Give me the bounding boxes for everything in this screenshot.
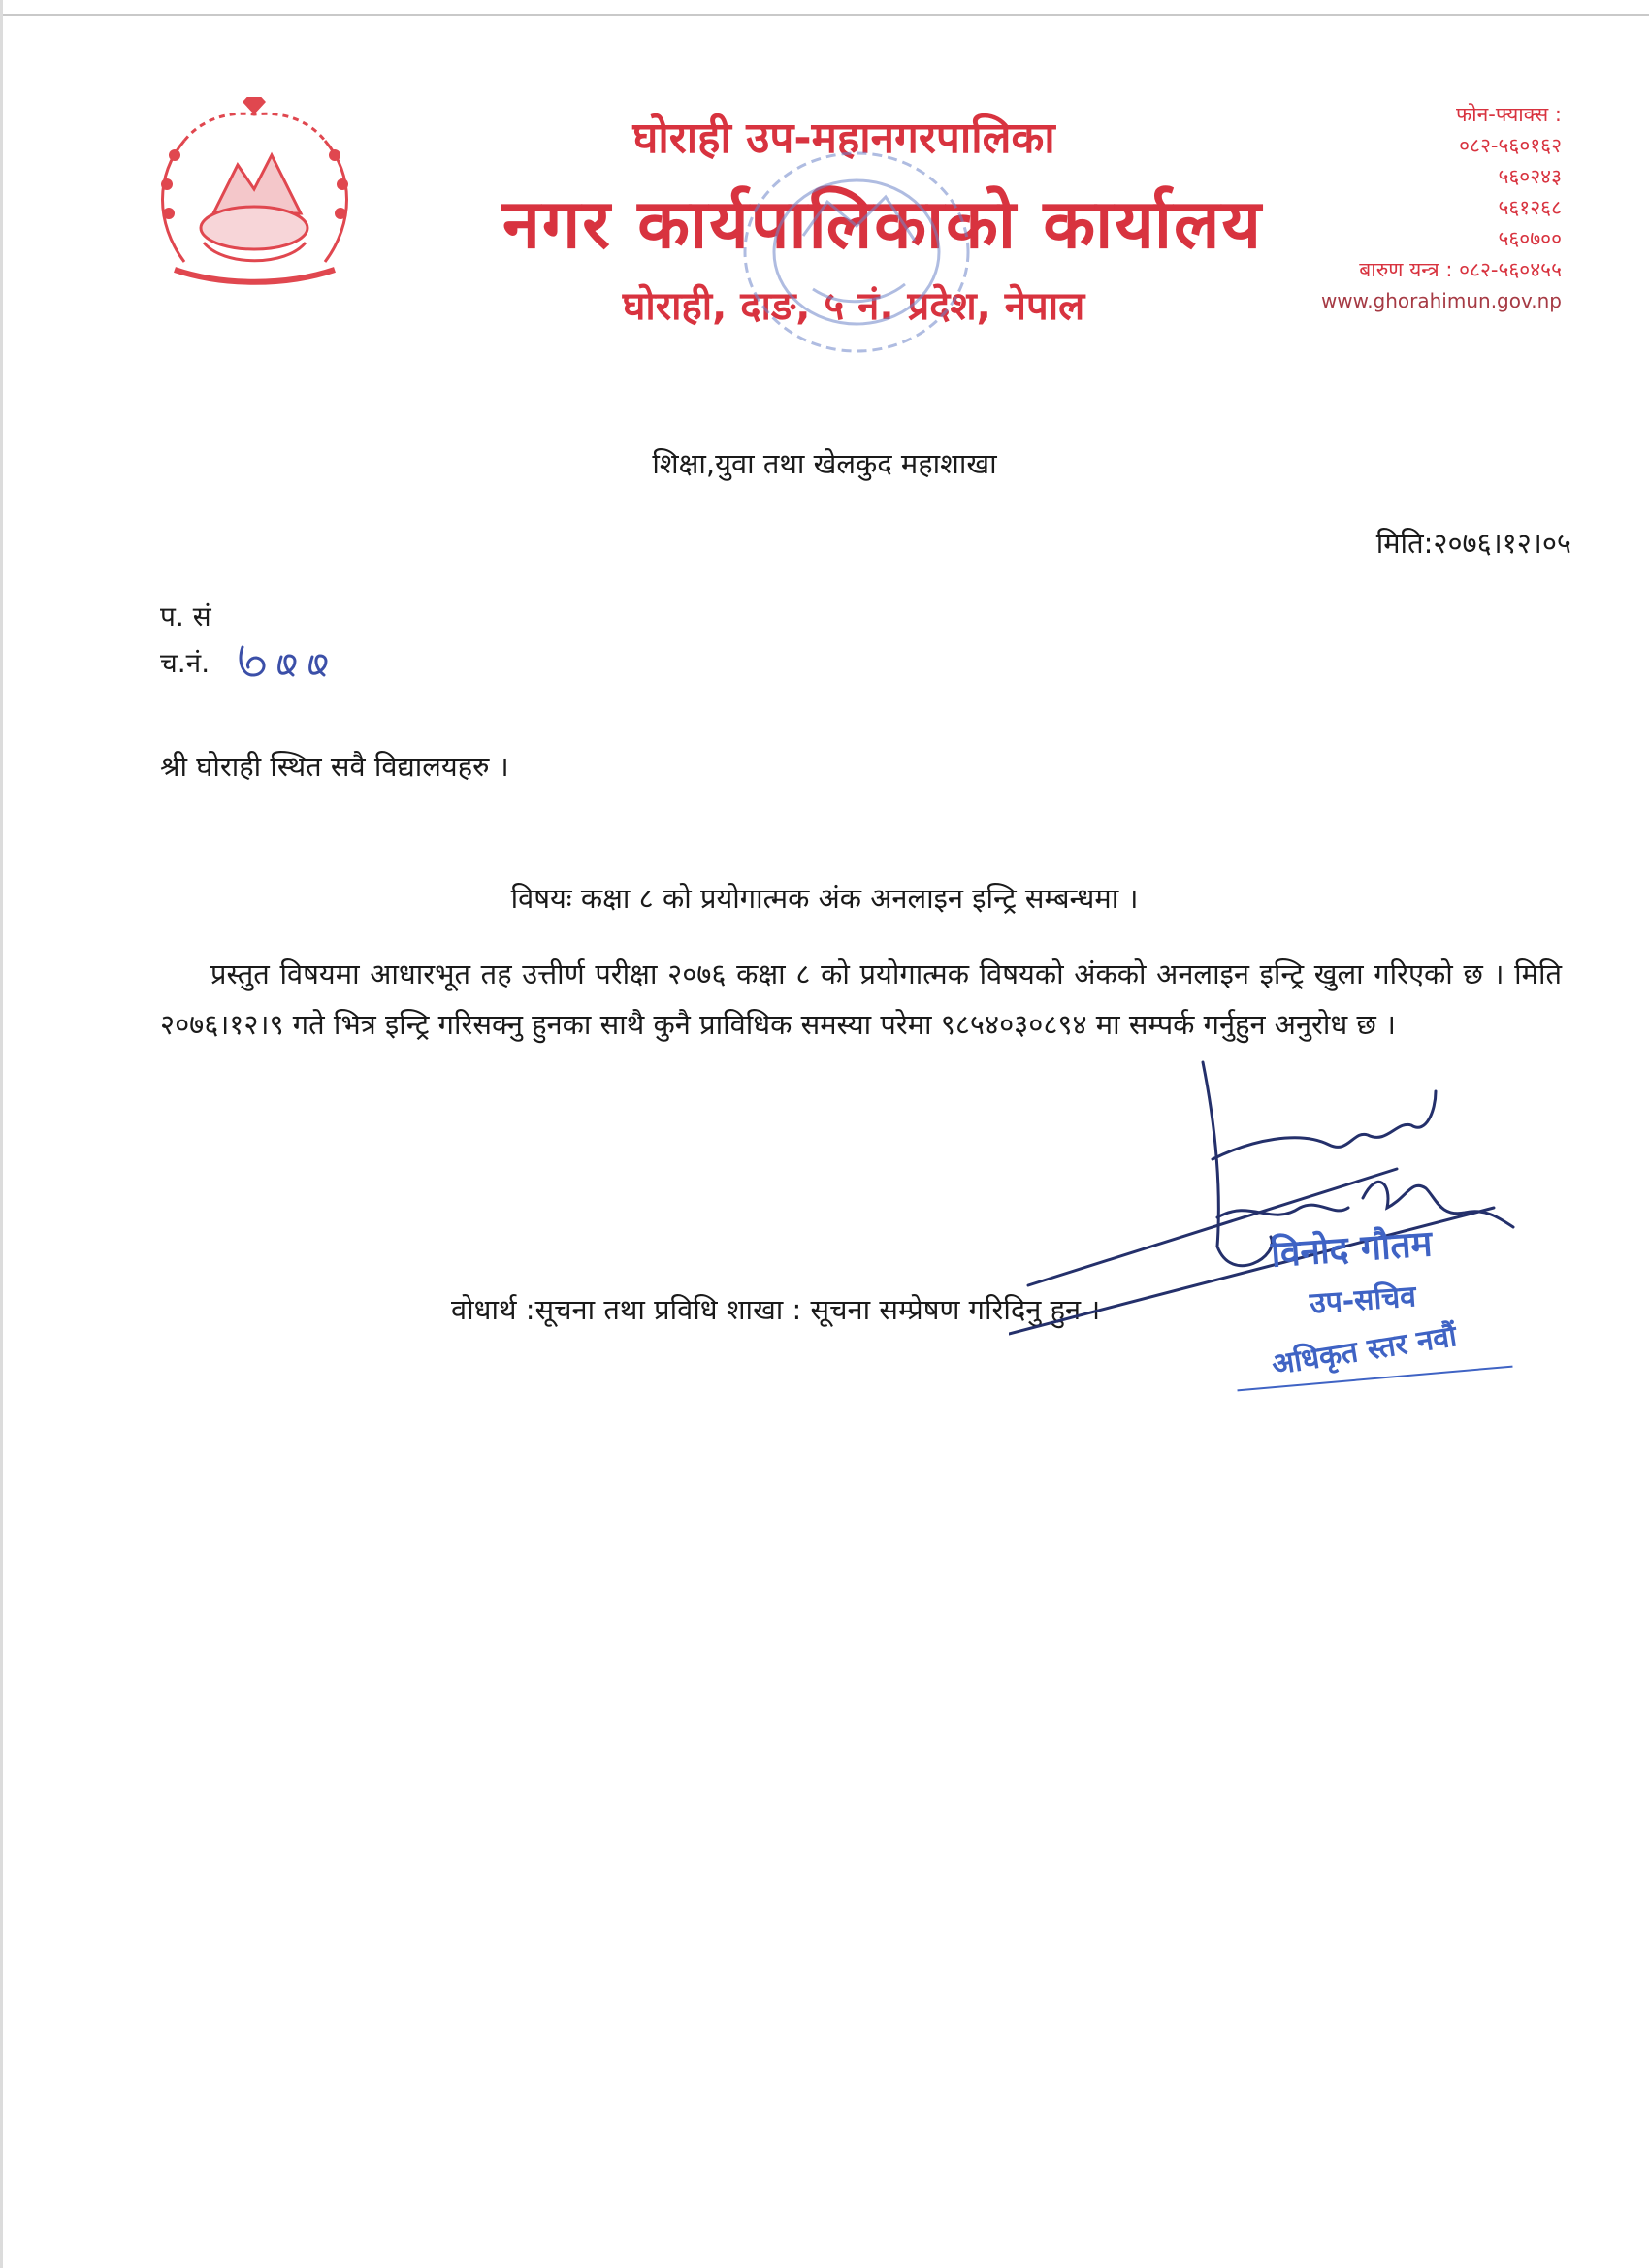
nepal-emblem-icon bbox=[146, 97, 364, 291]
phone-number: ५६०७०० bbox=[1498, 227, 1562, 250]
handwritten-reference-number bbox=[233, 632, 359, 691]
phone-fax-label: फोन-फ्याक्स : bbox=[1455, 103, 1562, 126]
office-stamp-icon bbox=[735, 144, 978, 362]
recipient-line: श्री घोराही स्थित सवै विद्यालयहरु । bbox=[160, 750, 509, 783]
signer-name: विनोद गौतम bbox=[1269, 1222, 1434, 1276]
letter-subject: विषयः कक्षा ८ को प्रयोगात्मक अंक अनलाइन इन्ट्रि सम्बन्धमा । bbox=[510, 882, 1139, 915]
signer-title: उप-सचिव bbox=[1309, 1280, 1417, 1321]
handwritten-signature bbox=[1009, 1053, 1571, 1382]
reference-cn-label: च.नं. bbox=[160, 647, 210, 679]
page-left-border bbox=[0, 0, 3, 2268]
page-top-border bbox=[0, 14, 1649, 16]
municipality-name: घोराही उप-महानगरपालिका bbox=[632, 113, 1055, 163]
branch-heading: शिक्षा,युवा तथा खेलकुद महाशाखा bbox=[652, 447, 997, 480]
website-link[interactable]: www.ghorahimun.gov.np bbox=[1320, 289, 1562, 312]
office-address: घोराही, दाङ, ५ नं. प्रदेश, नेपाल bbox=[622, 284, 1085, 329]
cc-line: वोधार्थ :सूचना तथा प्रविधि शाखा : सूचना सम्प्रेषण गरिदिनु हुन । bbox=[451, 1293, 1101, 1326]
letter-date: मिति:२०७६।१२।०५ bbox=[1375, 527, 1571, 560]
reference-ps: प. सं bbox=[160, 600, 211, 632]
alarm-line: बारुण यन्त्र : ०८२-५६०४५५ bbox=[1359, 258, 1562, 281]
letter-body: प्रस्तुत विषयमा आधारभूत तह उत्तीर्ण परीक्षा २०७६ कक्षा ८ को प्रयोगात्मक विषयको अंकको अनलाइन इन्ट्रि खुला गरिएको छ । मिति २०७६।१२।९ गते भित्र इन्ट्रि गरिसक्नु हुनका साथै कुनै प्राविधिक समस्या परेमा ९८५४०३०८९४ मा सम्पर्क गर्नुहुन अनुरोध छ । bbox=[160, 957, 1562, 1041]
signer-level: अधिकृत स्तर नवौं bbox=[1269, 1319, 1460, 1382]
phone-number: ५६१२६८ bbox=[1498, 196, 1562, 219]
contact-block bbox=[1251, 99, 1562, 316]
office-name: नगर कार्यपालिकाको कार्यालय bbox=[501, 184, 1264, 264]
phone-number: ५६०२४३ bbox=[1498, 165, 1562, 188]
phone-number: ०८२-५६०१६२ bbox=[1459, 134, 1562, 157]
